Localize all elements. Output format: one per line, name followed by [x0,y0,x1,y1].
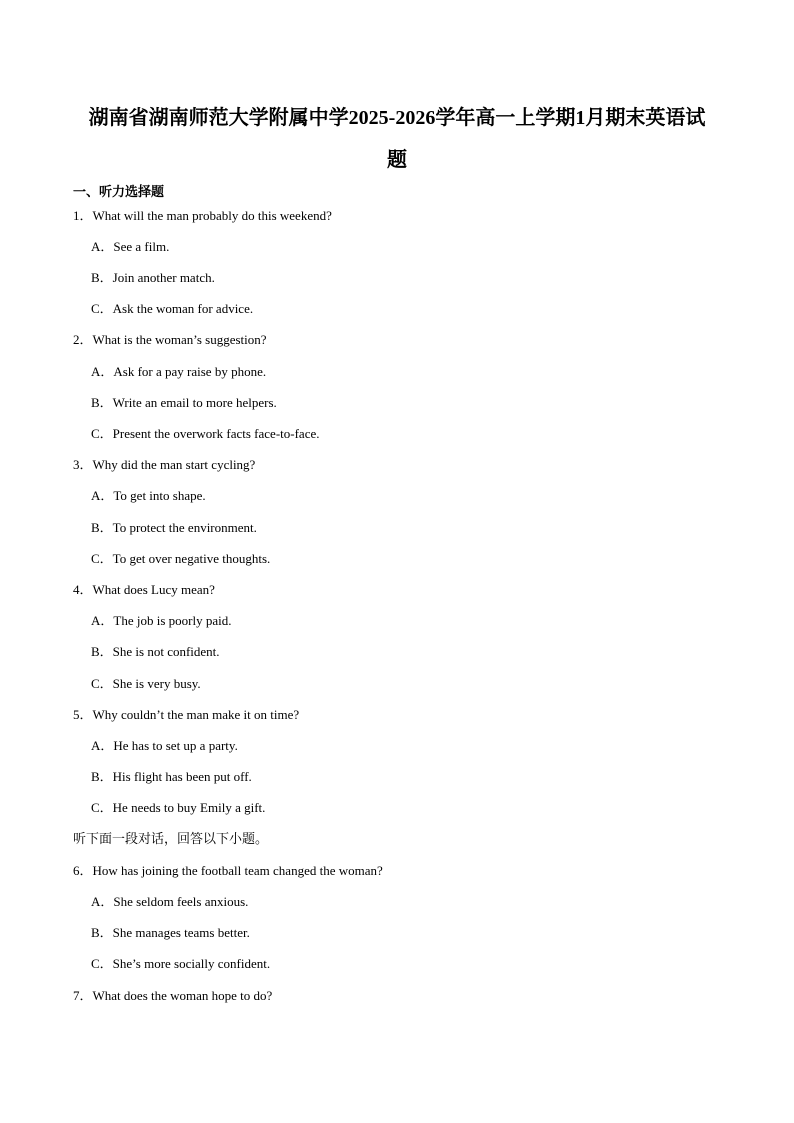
question-4-option-a: A．The job is poorly paid. [91,613,232,628]
question-4-option-b: B．She is not confident. [91,644,220,659]
question-2-option-a: A．Ask for a pay raise by phone. [91,364,267,379]
question-3-option-c: C．To get over negative thoughts. [91,551,271,566]
question-5-option-b: B．His flight has been put off. [91,769,252,784]
question-6-option-c: C．She’s more socially confident. [91,956,271,971]
document-title: 湖南省湖南师范大学附属中学2025-2026学年高一上学期1月期末英语试 [88,107,706,129]
question-3-option-a: A．To get into shape. [91,488,206,503]
question-3: 3．Why did the man start cycling? [73,457,256,472]
question-4-option-c: C．She is very busy. [91,676,201,691]
question-6-option-b: B．She manages teams better. [91,925,250,940]
section-heading: 一、听力选择题 [73,184,165,199]
question-1-option-a: A．See a film. [91,239,170,254]
document-title-continuation: 题 [387,149,407,171]
question-6: 6．How has joining the football team changed the woman? [73,863,383,878]
question-2-option-c: C．Present the overwork facts face-to-face. [91,426,320,441]
question-2-option-b: B．Write an email to more helpers. [91,395,277,410]
question-1: 1．What will the man probably do this weekend? [73,208,332,223]
listening-instruction: 听下面一段对话，回答以下小题。 [73,831,269,846]
question-1-option-c: C．Ask the woman for advice. [91,301,254,316]
question-5-option-c: C．He needs to buy Emily a gift. [91,800,266,815]
question-7: 7．What does the woman hope to do? [73,988,273,1003]
question-5: 5．Why couldn’t the man make it on time? [73,707,300,722]
question-6-option-a: A．She seldom feels anxious. [91,894,249,909]
question-3-option-b: B．To protect the environment. [91,520,257,535]
question-4: 4．What does Lucy mean? [73,582,215,597]
question-2: 2．What is the woman’s suggestion? [73,332,267,347]
question-1-option-b: B．Join another match. [91,270,215,285]
question-5-option-a: A．He has to set up a party. [91,738,238,753]
